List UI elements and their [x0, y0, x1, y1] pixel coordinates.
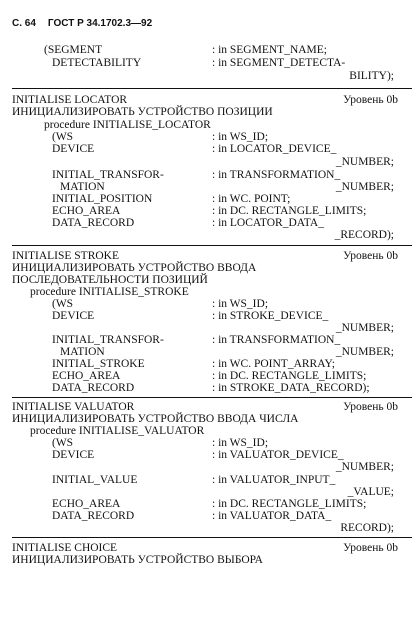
procedure-line: procedure INITIALISE_LOCATOR	[44, 119, 211, 131]
param-type: : in WS_ID;	[212, 298, 269, 310]
param-type: : in LOCATOR_DATA_	[212, 217, 324, 229]
param-type-continued: _VALUE;	[347, 486, 394, 498]
param-type: : in DC. RECTANGLE_LIMITS;	[212, 370, 367, 382]
param-name: INITIAL_TRANSFOR-	[52, 334, 164, 346]
param-type-continued: _NUMBER;	[335, 461, 394, 473]
param-name: (WS	[52, 437, 74, 449]
param-name: DATA_RECORD	[52, 510, 135, 522]
param-type: : in VALUATOR_INPUT_	[212, 474, 336, 486]
param-type-continued: _RECORD);	[334, 229, 394, 241]
level-label: Уровень 0b	[343, 94, 398, 106]
param-name: DEVICE	[52, 143, 95, 155]
param-type: : in VALUATOR_DEVICE_	[212, 449, 344, 461]
section-divider	[12, 245, 412, 246]
param-type: : in VALUATOR_DATA_	[212, 510, 332, 522]
param-type: : in STROKE_DATA_RECORD);	[212, 382, 370, 394]
param-name: ECHO_AREA	[52, 498, 121, 510]
level-label: Уровень 0b	[343, 401, 398, 413]
param-name: (WS	[52, 298, 74, 310]
section-title: INITIALISE LOCATOR	[12, 94, 128, 106]
procedure-line: procedure INITIALISE_STROKE	[30, 286, 189, 298]
param-type-continued: _NUMBER;	[335, 322, 394, 334]
param-name: DEVICE	[52, 310, 95, 322]
param-name: ECHO_AREA	[52, 205, 121, 217]
param-name: DETECTABILITY	[52, 57, 142, 69]
section-title: INITIALISE CHOICE	[12, 542, 118, 554]
param-type-continued: BILITY);	[349, 70, 394, 82]
section-title-ru: ИНИЦИАЛИЗИРОВАТЬ УСТРОЙСТВО ВЫБОРА	[12, 554, 263, 566]
section-divider	[12, 88, 412, 89]
param-type: : in STROKE_DEVICE_	[212, 310, 329, 322]
section-title: INITIALISE VALUATOR	[12, 401, 135, 413]
param-name: DATA_RECORD	[52, 217, 135, 229]
level-label: Уровень 0b	[343, 250, 398, 262]
param-name: (WS	[52, 131, 74, 143]
param-type-continued: _NUMBER;	[335, 346, 394, 358]
param-name: DEVICE	[52, 449, 95, 461]
section-title-ru: ПОСЛЕДОВАТЕЛЬНОСТИ ПОЗИЦИЙ	[12, 274, 208, 286]
param-type: : in TRANSFORMATION_	[212, 169, 341, 181]
param-name: INITIAL_STROKE	[52, 358, 145, 370]
param-type: : in LOCATOR_DEVICE_	[212, 143, 337, 155]
param-type-continued: RECORD);	[340, 522, 394, 534]
param-name: (SEGMENT	[44, 44, 103, 56]
param-type: : in WS_ID;	[212, 437, 269, 449]
param-type: : in SEGMENT_DETECTA-	[212, 57, 346, 69]
param-type: : in SEGMENT_NAME;	[212, 44, 327, 56]
section-title: INITIALISE STROKE	[12, 250, 119, 262]
section-divider	[12, 537, 412, 538]
section-title-ru: ИНИЦИАЛИЗИРОВАТЬ УСТРОЙСТВО ВВОДА	[12, 262, 257, 274]
param-name: DATA_RECORD	[52, 382, 135, 394]
param-name: INITIAL_POSITION	[52, 193, 153, 205]
standard-code: ГОСТ Р 34.1702.3—92	[47, 18, 153, 29]
running-header	[12, 18, 152, 31]
param-type-continued: _NUMBER;	[335, 181, 394, 193]
param-name-continued: MATION	[60, 346, 105, 358]
level-label: Уровень 0b	[343, 542, 398, 554]
param-name-continued: MATION	[60, 181, 105, 193]
section-title-ru: ИНИЦИАЛИЗИРОВАТЬ УСТРОЙСТВО ВВОДА ЧИСЛА	[12, 413, 299, 425]
page-number: С. 64	[12, 18, 36, 29]
param-name: INITIAL_TRANSFOR-	[52, 169, 164, 181]
section-title-ru: ИНИЦИАЛИЗИРОВАТЬ УСТРОЙСТВО ПОЗИЦИИ	[12, 106, 273, 118]
param-type: : in DC. RECTANGLE_LIMITS;	[212, 205, 367, 217]
section-divider	[12, 397, 412, 398]
param-type: : in WC. POINT_ARRAY;	[212, 358, 335, 370]
param-name: ECHO_AREA	[52, 370, 121, 382]
param-type: : in TRANSFORMATION_	[212, 334, 341, 346]
param-type-continued: _NUMBER;	[335, 156, 394, 168]
param-type: : in WC. POINT;	[212, 193, 291, 205]
procedure-line: procedure INITIALISE_VALUATOR	[30, 425, 205, 437]
param-type: : in WS_ID;	[212, 131, 269, 143]
param-name: INITIAL_VALUE	[52, 474, 138, 486]
param-type: : in DC. RECTANGLE_LIMITS;	[212, 498, 367, 510]
